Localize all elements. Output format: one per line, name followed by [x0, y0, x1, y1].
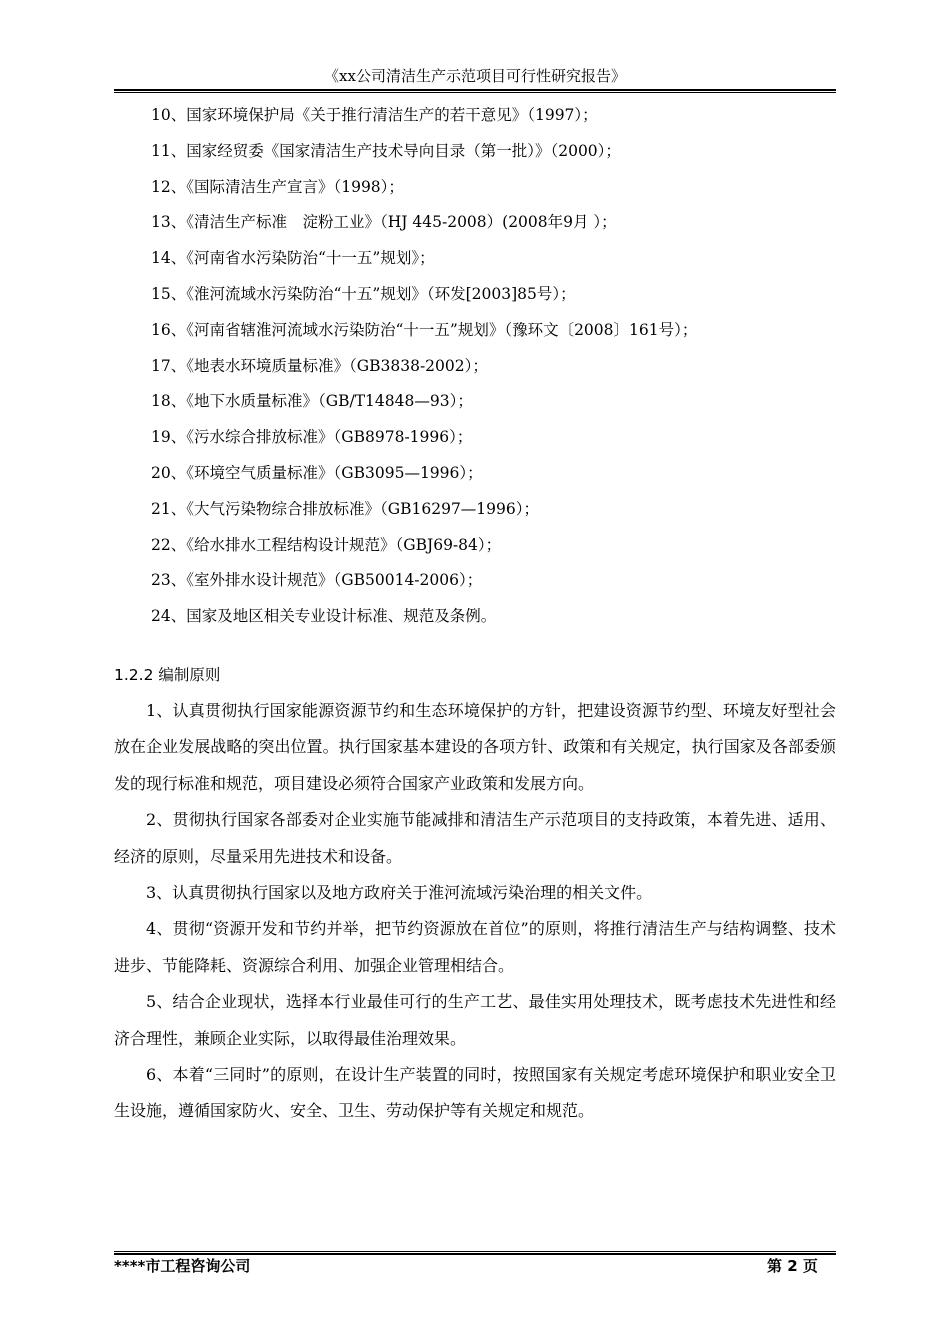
principle-paragraph: 4、贯彻“资源开发和节约并举，把节约资源放在首位”的原则，将推行清洁生产与结构调整、技术进步、节能降耗、资源综合利用、加强企业管理相结合。: [114, 919, 836, 975]
reference-item: 12、《国际清洁生产宣言》（1998）；: [151, 177, 404, 196]
reference-item: 23、《室外排水设计规范》（GB50014-2006）；: [151, 571, 483, 590]
principle-paragraph: 5、结合企业现状，选择本行业最佳可行的生产工艺、最佳实用处理技术，既考虑技术先进性和经济合理性，兼顾企业实际，以取得最佳治理效果。: [114, 992, 836, 1048]
reference-item: 24、国家及地区相关专业设计标准、规范及条例。: [151, 607, 497, 626]
reference-item: 19、《污水综合排放标准》（GB8978-1996）；: [151, 428, 473, 447]
reference-item: 22、《给水排水工程结构设计规范》（GBJ69-84）；: [151, 535, 502, 554]
reference-item: 17、《地表水环境质量标准》（GB3838-2002）；: [151, 356, 488, 375]
footer-page-number: 第 2 页: [767, 1257, 818, 1275]
section-heading: 1.2.2 编制原则: [114, 665, 221, 684]
reference-item: 20、《环境空气质量标准》（GB3095—1996）；: [151, 463, 483, 482]
reference-item: 21、《大气污染物综合排放标准》（GB16297—1996）；: [151, 499, 540, 518]
reference-item: 13、《清洁生产标准 淀粉工业》（HJ 445-2008）(2008年9月 ）；: [151, 213, 617, 232]
principle-paragraph: 6、本着“三同时”的原则，在设计生产装置的同时，按照国家有关规定考虑环境保护和职业安全卫生设施，遵循国家防火、安全、卫生、劳动保护等有关规定和规范。: [114, 1065, 836, 1121]
reference-item: 11、国家经贸委《国家清洁生产技术导向目录（第一批）》（2000）；: [151, 141, 621, 160]
header-rule: [114, 89, 836, 93]
reference-list: [114, 98, 836, 635]
reference-item: 15、《淮河流域水污染防治“十五”规划》（环发[2003]85号）；: [151, 284, 576, 303]
principle-paragraph: 3、认真贯彻执行国家以及地方政府关于淮河流域污染治理的相关文件。: [146, 882, 653, 902]
reference-item: 18、《地下水质量标准》（GB/T14848—93）；: [151, 392, 473, 411]
footer-rule: [114, 1251, 836, 1255]
principle-paragraph: 1、认真贯彻执行国家能源资源节约和生态环境保护的方针，把建设资源节约型、环境友好型社会放在企业发展战略的突出位置。执行国家基本建设的各项方针、政策和有关规定，执行国家及各部委颁发的现行标准和规范，项目建设必须符合国家产业政策和发展方向。: [114, 700, 836, 793]
reference-item: 14、《河南省水污染防治“十一五”规划》；: [151, 249, 435, 268]
page-header-title: 《xx公司清洁生产示范项目可行性研究报告》: [324, 67, 626, 85]
page-content: [114, 98, 836, 1130]
footer-company: ****市工程咨询公司: [114, 1257, 251, 1275]
principle-paragraph: 2、贯彻执行国家各部委对企业实施节能减排和清洁生产示范项目的支持政策，本着先进、适用、经济的原则，尽量采用先进技术和设备。: [114, 810, 836, 866]
reference-item: 10、国家环境保护局《关于推行清洁生产的若干意见》（1997）；: [151, 106, 598, 124]
reference-item: 16、《河南省辖淮河流域水污染防治“十一五”规划》（豫环文〔2008〕161号）；: [151, 320, 698, 339]
